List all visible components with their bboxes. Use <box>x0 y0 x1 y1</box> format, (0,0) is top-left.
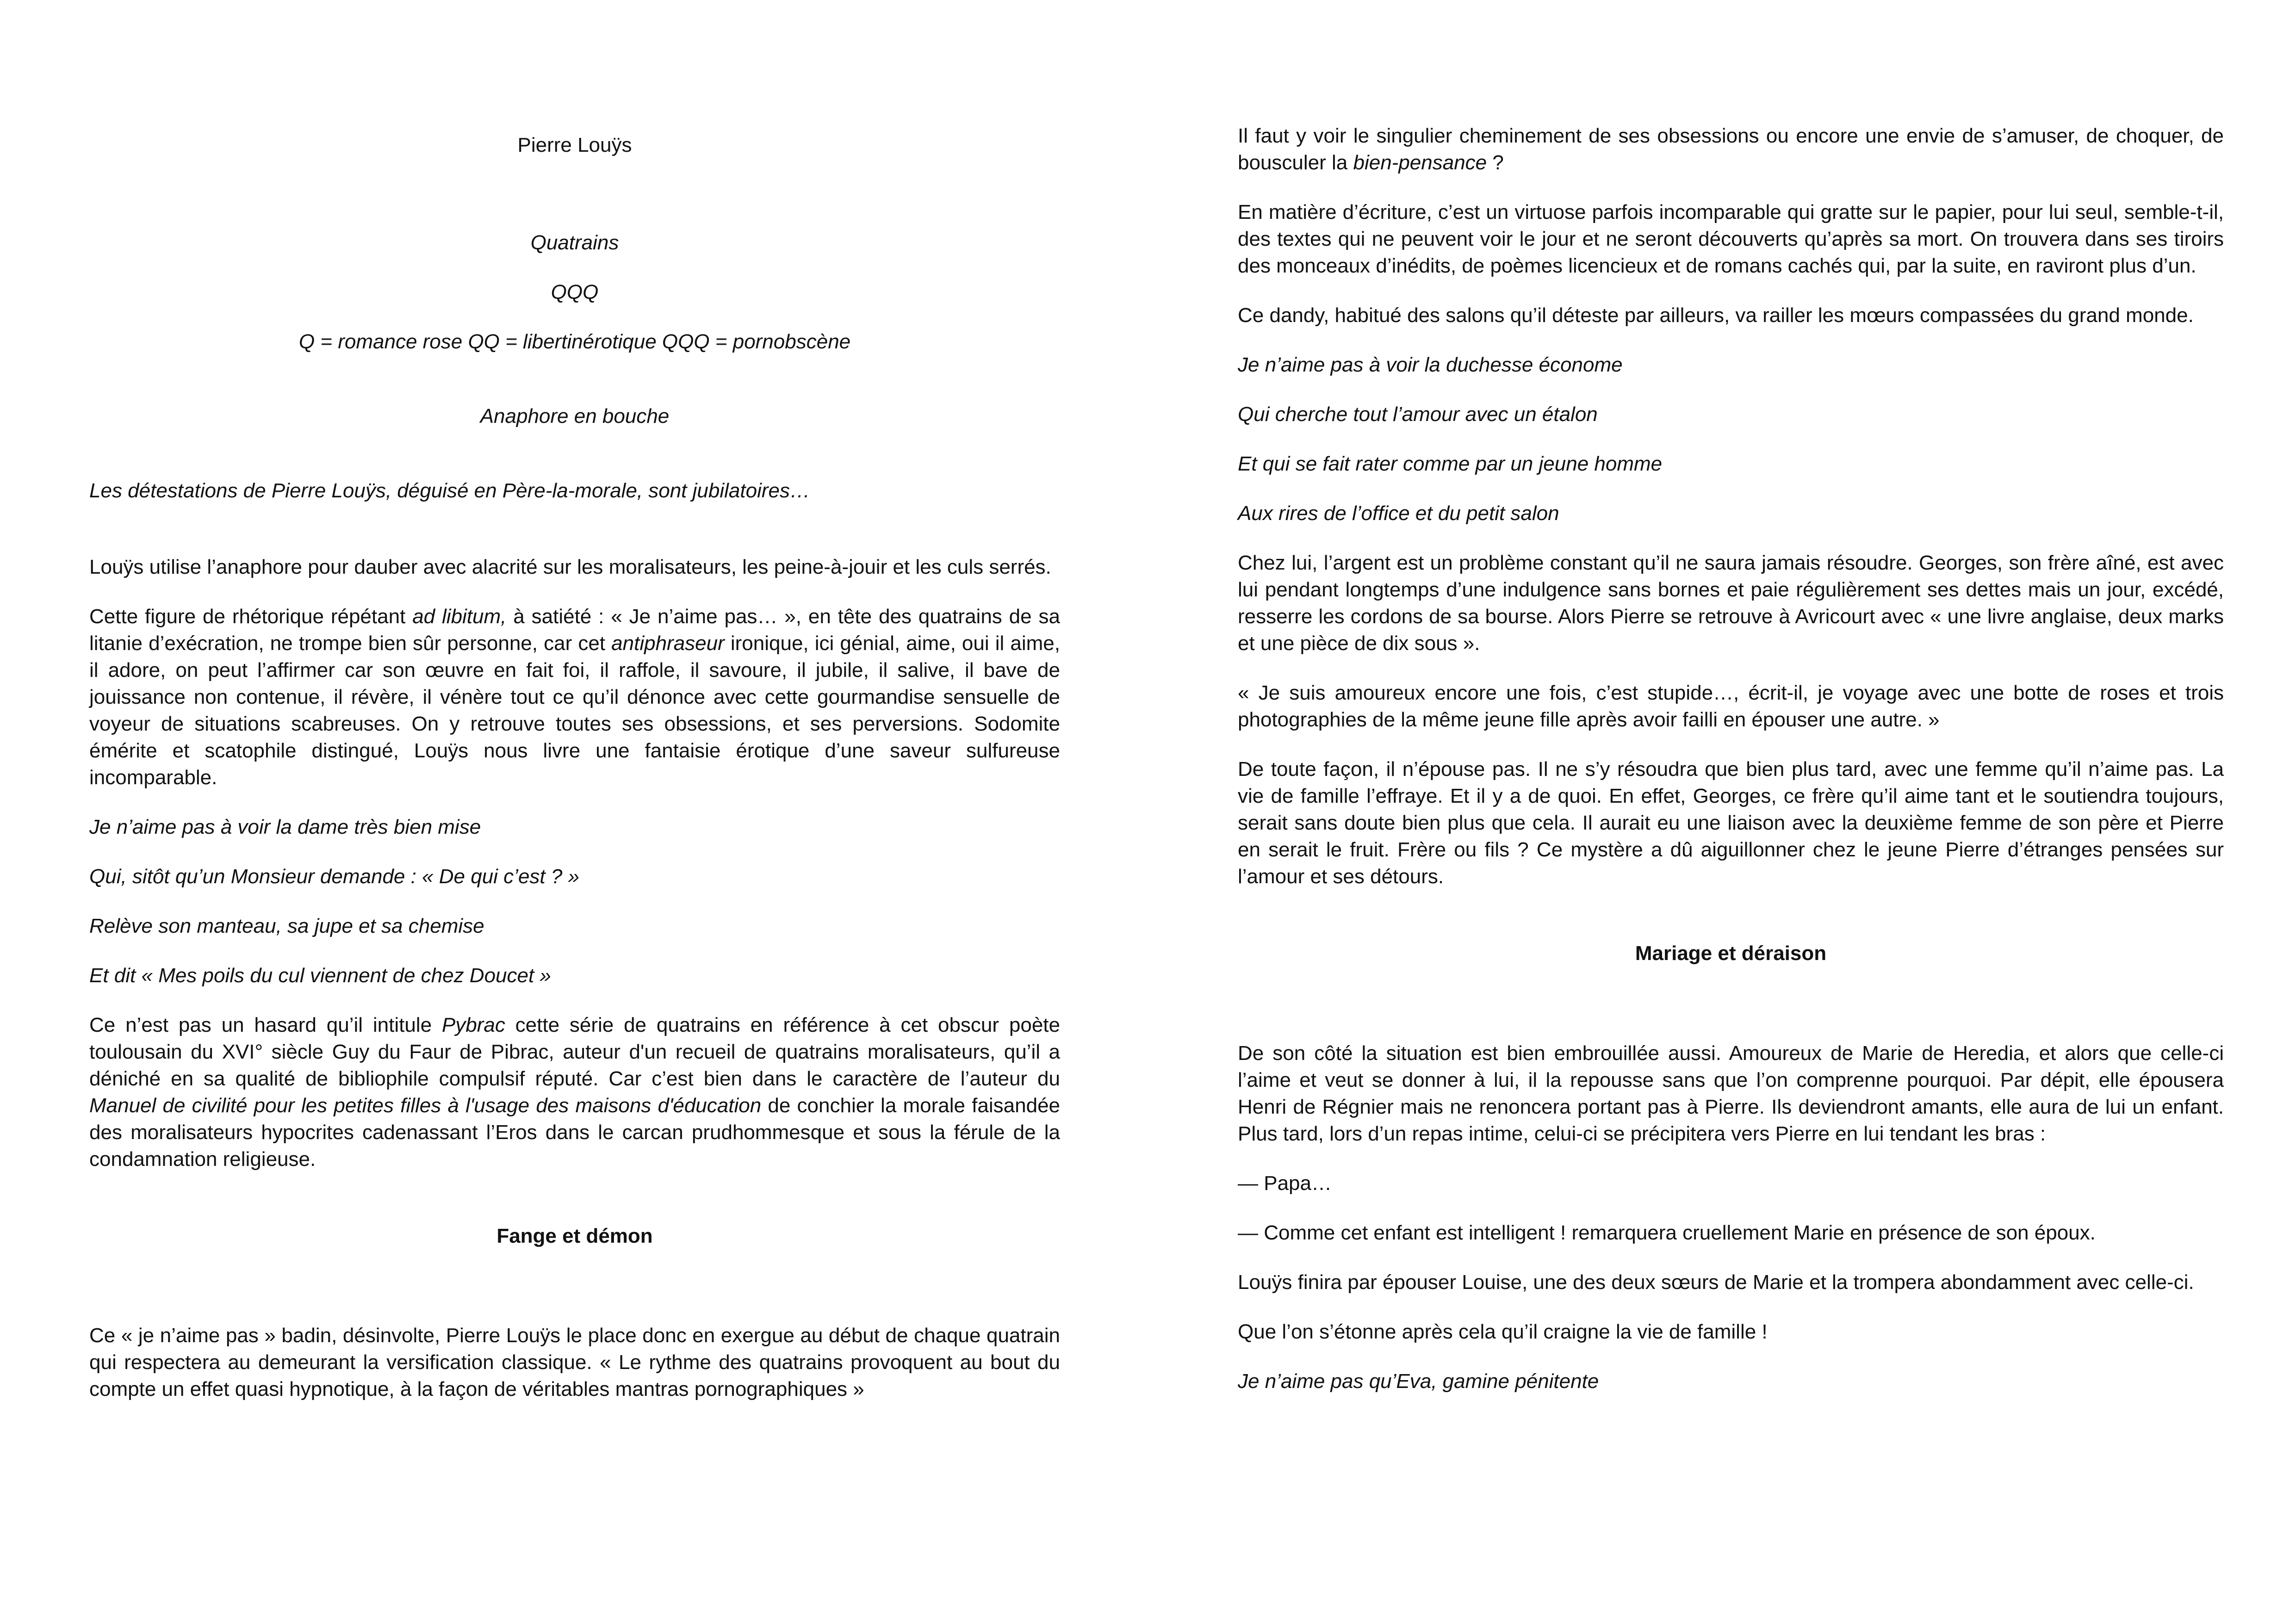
paragraph: Chez lui, l’argent est un problème constant qu’il ne saura jamais résoudre. Georges, son frère aîné, est avec lui pendant longtemps d’une indulgence sans bornes et paie régulièrement ses dettes mais un jour, excédé, resserre les cordons de sa bourse. Alors Pierre se retrouve à Avricourt avec « une livre anglaise, deux marks et une pièce de dix sous ». <box>1238 551 2224 655</box>
paragraph: Ce n’est pas un hasard qu’il intitule Pybrac cette série de quatrains en référence à cet obscur poète toulousain du XVI° siècle Guy du Faur de Pibrac, auteur d'un recueil de quatrains moralisateurs, qu’il a déniché en sa qualité de bibliophile compulsif réputé. Car c’est bien dans le caractère de l’auteur du Manuel de civilité pour les petites filles à l'usage des maisons d'éducation de conchier la morale faisandée des moralisateurs hypocrites cadenassant l’Eros dans le carcan prudhommesque et sous la férule de la condamnation religieuse. <box>89 1014 1061 1171</box>
quatrain-line: Je n’aime pas à voir la dame très bien mise <box>89 816 481 838</box>
epigraph: Les détestations de Pierre Louÿs, déguisé en Père-la-morale, sont jubilatoires… <box>89 479 810 502</box>
paragraph: Ce dandy, habitué des salons qu’il déteste par ailleurs, va railler les mœurs compassées du grand monde. <box>1238 304 2194 327</box>
quatrain-line: Et dit « Mes poils du cul viennent de chez Doucet » <box>89 964 551 987</box>
paragraph: De son côté la situation est bien embrouillée aussi. Amoureux de Marie de Heredia, et alors que celle-ci l’aime et veut se donner à lui, il la repousse sans que l’on comprenne pourquoi. Par dépit, elle épousera Henri de Régnier mais ne renoncera portant pas à Pierre. Ils deviendront amants, elle aura de lui un enfant. Plus tard, lors d’un repas intime, celui-ci se précipitera vers Pierre en lui tendant les bras : <box>1238 1042 2224 1145</box>
quatrain-line: Qui, sitôt qu’un Monsieur demande : « De qui c’est ? » <box>89 865 580 888</box>
paragraph: Ce « je n’aime pas » badin, désinvolte, Pierre Louÿs le place donc en exergue au début de chaque quatrain qui respectera au demeurant la versification classique. « Le rythme des quatrains provoquent au bout du compte un effet quasi hypnotique, à la façon de véritables mantras pornographiques » <box>89 1324 1060 1400</box>
quatrain-line: Aux rires de l’office et du petit salon <box>1238 502 1559 525</box>
paragraph: Louÿs finira par épouser Louise, une des deux sœurs de Marie et la trompera abondamment avec celle-ci. <box>1238 1271 2194 1294</box>
quatrain-line: Et qui se fait rater comme par un jeune homme <box>1238 452 1663 475</box>
rating-legend: Q = romance rose QQ = libertinérotique QQQ = pornobscène <box>298 330 851 353</box>
paragraph: Il faut y voir le singulier cheminement de ses obsessions ou encore une envie de s’amuser, de choquer, de bousculer la bien-pensance ? <box>1238 124 2224 174</box>
paragraph: Cette figure de rhétorique répétant ad libitum, à satiété : « Je n’aime pas… », en tête des quatrains de sa litanie d’exécration, ne trompe bien sûr personne, car cet antiphraseur ironique, ici génial, aime, oui il aime, il adore, on peut l’affirmer car son œuvre en fait foi, il raffole, il savoure, il jubile, il salive, il bave de jouissance non contenue, il révère, il vénère tout ce qu’il dénonce avec cette gourmandise sensuelle de voyeur de situations scabreuses. On y retrouve toutes ses obsessions, et ses perversions. Sodomite émérite et scatophile distingué, Louÿs nous livre une fantaisie érotique d’une saveur sulfureuse incomparable. <box>89 605 1060 789</box>
paragraph: Que l’on s’étonne après cela qu’il craigne la vie de famille ! <box>1238 1320 1768 1343</box>
section-heading: Fange et démon <box>496 1225 653 1247</box>
quatrain-line: Je n’aime pas qu’Eva, gamine pénitente <box>1238 1370 1599 1393</box>
dialogue-line: — Papa… <box>1238 1172 1332 1195</box>
quatrain-line: Je n’aime pas à voir la duchesse économe <box>1238 353 1623 376</box>
quatrain-line: Relève son manteau, sa jupe et sa chemise <box>89 915 484 937</box>
book-title: Quatrains <box>530 231 619 254</box>
qqq-label: QQQ <box>551 281 599 304</box>
paragraph: Louÿs utilise l’anaphore pour dauber avec alacrité sur les moralisateurs, les peine-à-jouir et les culs serrés. <box>89 556 1051 578</box>
paragraph: « Je suis amoureux encore une fois, c’est stupide…, écrit-il, je voyage avec une botte de roses et trois photographies de la même jeune fille après avoir failli en épouser une autre. » <box>1238 681 2224 731</box>
quatrain-line: Qui cherche tout l’amour avec un étalon <box>1238 403 1598 426</box>
right-page <box>1148 0 2296 1623</box>
paragraph: De toute façon, il n’épouse pas. Il ne s’y résoudra que bien plus tard, avec une femme qu’il n’aime pas. La vie de famille l’effraye. Et il y a de quoi. En effet, Georges, ce frère qu’il aime tant et le soutiendra toujours, serait sans doute bien plus que cela. Il aurait eu une liaison avec la deuxième femme de son père et Pierre en serait le fruit. Frère ou fils ? Ce mystère a dû aiguillonner chez le jeune Pierre d’étranges pensées sur l’amour et ses détours. <box>1238 758 2224 888</box>
dialogue-line: — Comme cet enfant est intelligent ! remarquera cruellement Marie en présence de son époux. <box>1238 1221 2096 1244</box>
section-heading: Mariage et déraison <box>1635 942 1827 965</box>
section-title: Anaphore en bouche <box>480 405 670 427</box>
paragraph: En matière d’écriture, c’est un virtuose parfois incomparable qui gratte sur le papier, pour lui seul, semble-t-il, des textes qui ne peuvent voir le jour et ne seront découverts qu’après sa mort. On trouvera dans ses tiroirs des monceaux d’inédits, de poèmes licencieux et de romans cachés qui, par la suite, en raviront plus d’un. <box>1238 201 2224 277</box>
author-name: Pierre Louÿs <box>517 134 632 156</box>
